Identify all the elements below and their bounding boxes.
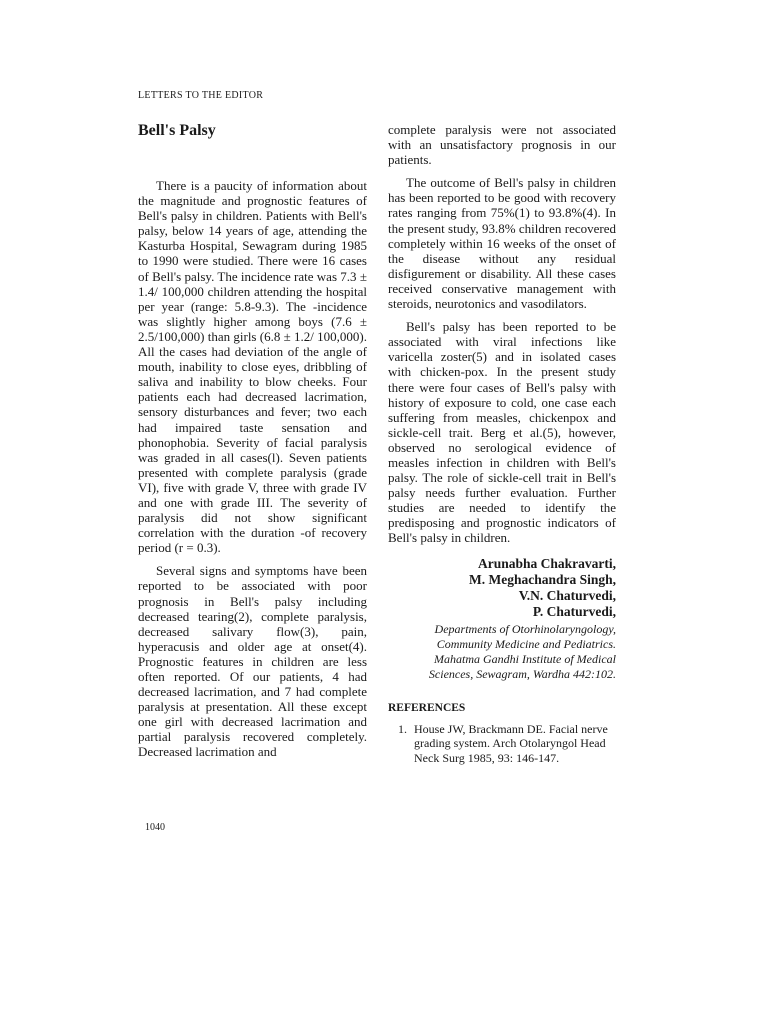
author-name: Arunabha Chakravarti,: [477, 555, 616, 571]
left-column: [138, 122, 367, 768]
paragraph: The outcome of Bell's palsy in children has been reported to be good with recovery rates ranging from 75%(1) to 93.8%(4). In the present study, 93.8% children recovered completely within 16 weeks of the onset of the disease without any residual disfigurement or disability. All these cases received conservative management with steroids, neurotonics and vasodilators.: [388, 175, 616, 312]
paragraph: There is a paucity of information about the magnitude and prognostic features of Bell's palsy in children. Patients with Bell's palsy, below 14 years of age, attending the Kasturba Hospital, Sewagram during 1985 to 1990 were studied. There were 16 cases of Bell's palsy. The incidence rate was 7.3 ± 1.4/ 100,000 children attending the hospital per year (range: 5.8-9.3). The -incidence was slightly higher among boys (7.6 ± 2.5/100,000) than girls (6.8 ± 1.2/ 100,000). All the cases had deviation of the angle of mouth, inability to close eyes, dribbling of saliva and inability to blow cheeks. Four patients each had decreased lacrimation, sensory disturbances and fever; two each had impaired taste sensation and phonophobia. Severity of facial paralysis was graded in all cases(l). Seven patients presented with complete paralysis (grade VI), five with grade V, three with grade IV and one with grade III. The severity of paralysis did not show significant correlation with the duration -of recovery period (r = 0.3).: [138, 178, 367, 556]
affiliation-line: Departments of Otorhinolaryngology,: [434, 621, 616, 636]
author-name: M. Meghachandra Singh,: [468, 571, 616, 587]
page-number: 1040: [145, 822, 165, 833]
paragraph: Bell's palsy has been reported to be associated with viral infections like varicella zoster(5) and in isolated cases with chicken-pox. In the present study there were four cases of Bell's palsy with history of exposure to cold, one case each suffering from measles, chickenpox and sickle-cell trait. Berg et al.(5), however, observed no serological evidence of measles infection in children with Bell's palsy. The role of sickle-cell trait in Bell's palsy needs further evaluation. Further studies are needed to identify the predisposing and prognostic indicators of Bell's palsy in children.: [388, 319, 616, 546]
paragraph: complete paralysis were not associated with an unsatisfactory prognosis in our patients.: [388, 122, 616, 168]
article-title: Bell's Palsy: [138, 122, 216, 139]
affiliation: [388, 622, 616, 682]
references-heading: REFERENCES: [388, 701, 466, 714]
affiliation-line: Mahatma Gandhi Institute of Medical: [434, 651, 616, 666]
author-name: P. Chaturvedi,: [532, 603, 616, 619]
reference-item: [398, 722, 616, 766]
reference-number: 1.: [398, 721, 407, 736]
paragraph: Several signs and symptoms have been reported to be associated with poor prognosis in Bell's palsy including decreased tearing(2), complete paralysis, decreased salivary flow(3), pain, hyperacusis and older age at onset(4). Prognostic features in children are less often reported. Of our patients, 4 had decreased lacrimation, and 7 had complete paralysis at presentation. All these except one girl with decreased lacrimation and partial paralysis recovered completely. Decreased lacrimation and: [138, 563, 367, 760]
reference-text: House JW, Brackmann DE. Facial nerve grading system. Arch Otolaryngol Head Neck Surg 1985, 93: 146-147.: [414, 721, 608, 765]
author-list: [388, 556, 616, 620]
affiliation-line: Community Medicine and Pediatrics.: [436, 636, 616, 651]
author-name: V.N. Chaturvedi,: [518, 587, 616, 603]
section-label: LETTERS TO THE EDITOR: [138, 90, 264, 101]
affiliation-line: Sciences, Sewagram, Wardha 442:102.: [428, 666, 616, 681]
right-column: [388, 122, 616, 765]
